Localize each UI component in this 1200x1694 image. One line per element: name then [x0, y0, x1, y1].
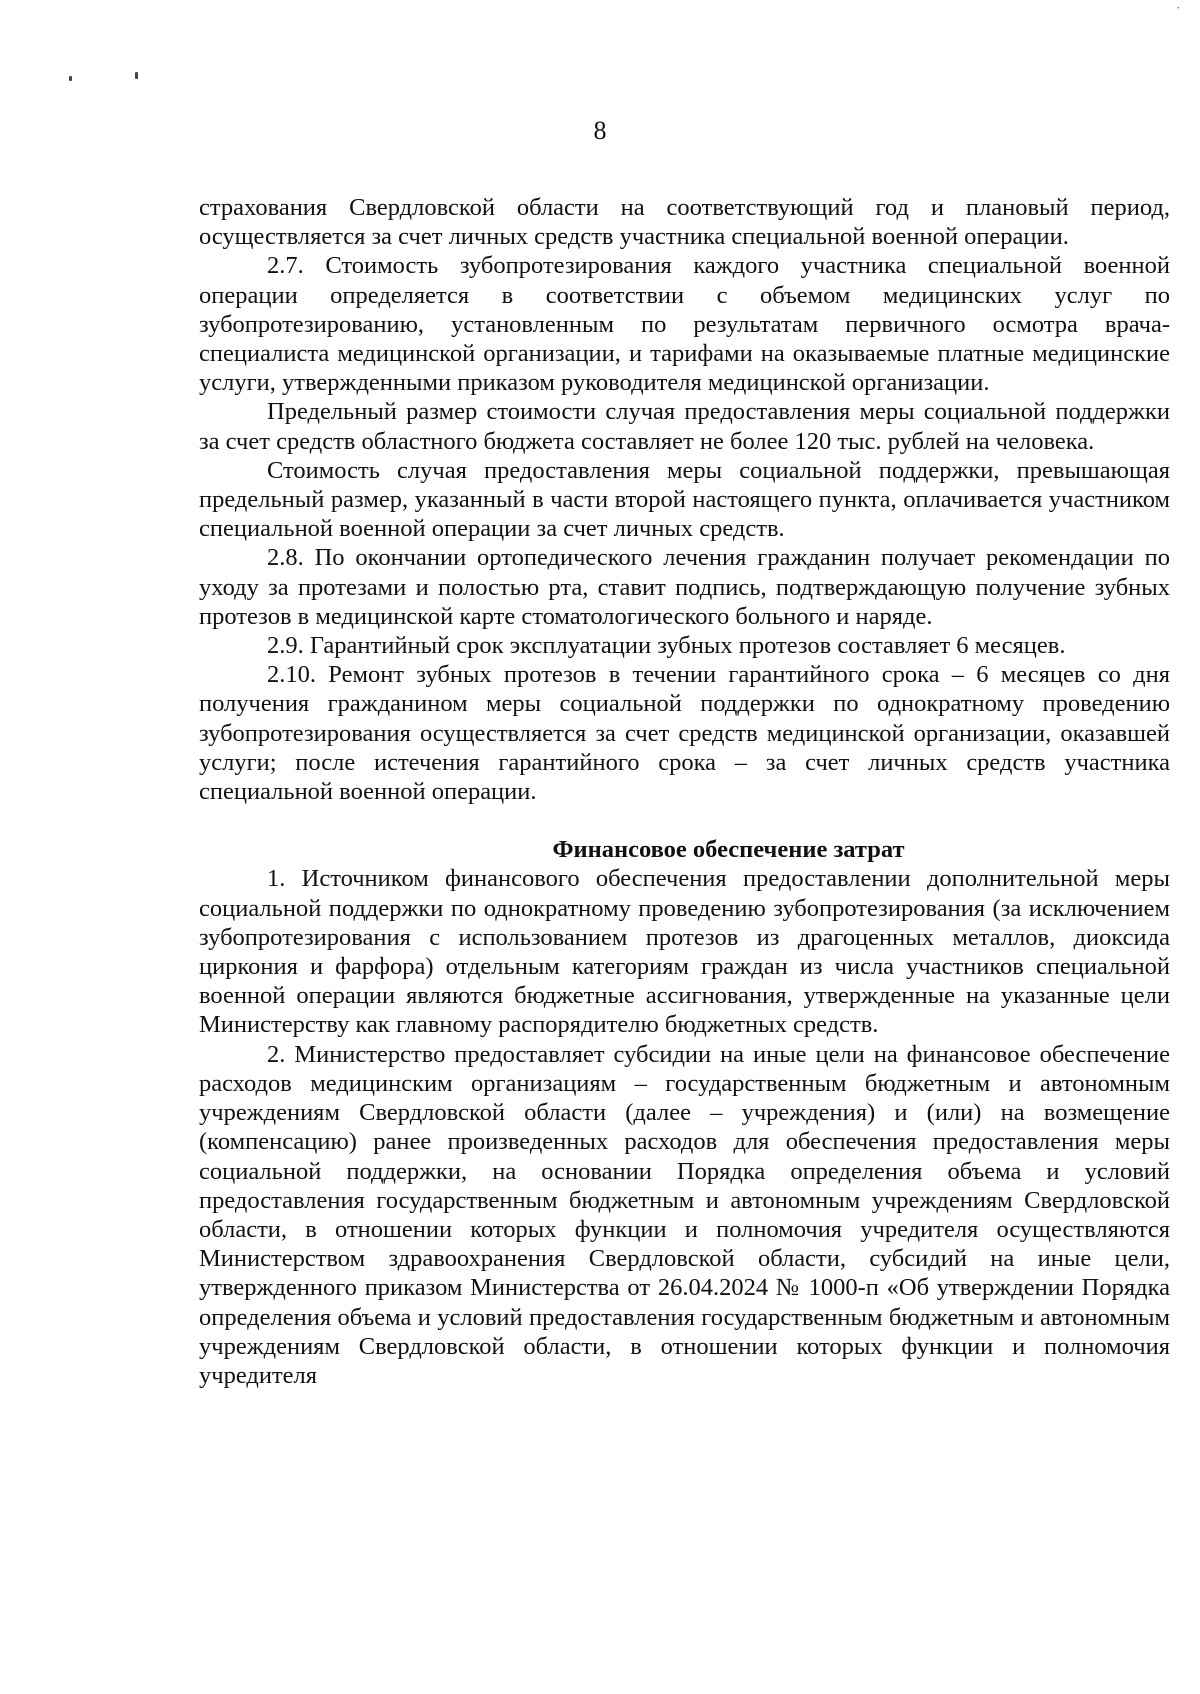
scan-mark: ˙: [1176, 5, 1181, 20]
paragraph-financing-2: 2. Министерство предоставляет субсидии на иные цели на финансовое обеспечение расходов медицинским организациям – государственным бюджетным и автономным учреждениям Свердловской области (далее – учреждения) и (или) на возмещение (компенсацию) ранее произведенных расходов для обеспечения предоставления меры социальной поддержки, на основании Порядка определения объема и условий предоставления государственным бюджетным и автономным учреждениям Свердловской области, в отношении которых функции и полномочия учредителя осуществляются Министерством здравоохранения Свердловской области, субсидий на иные цели, утвержденного приказом Министерства от 26.04.2024 № 1000-п «Об утверждении Порядка определения объема и условий предоставления государственным бюджетным и автономным учреждениям Свердловской области, в отношении которых функции и полномочия учредителя: [199, 1040, 1170, 1389]
paragraph-excess-cost: Стоимость случая предоставления меры социальной поддержки, превышающая предельный размер, указанный в части второй настоящего пункта, оплачивается участником специальной военной операции за счет личных средств.: [199, 456, 1170, 543]
document-body: [199, 193, 1170, 1390]
page-number: 8: [593, 116, 607, 145]
paragraph-2-10: 2.10. Ремонт зубных протезов в течении гарантийного срока – 6 месяцев со дня получения гражданином меры социальной поддержки по однократному проведению зубопротезирования осуществляется за счет средств медицинской организации, оказавшей услуги; после истечения гарантийного срока – за счет личных средств участника специальной военной операции.: [199, 661, 1170, 806]
paragraph-2-7: 2.7. Стоимость зубопротезирования каждого участника специальной военной операции определяется в соответствии с объемом медицинских услуг по зубопротезированию, установленным по результатам первичного осмотра врача-специалиста медицинской организации, и тарифами на оказываемые платные медицинские услуги, утвержденными приказом руководителя медицинской организации.: [199, 252, 1170, 397]
section-heading: Финансовое обеспечение затрат: [552, 836, 905, 864]
paragraph-2-8: 2.8. По окончании ортопедического лечения гражданин получает рекомендации по уходу за протезами и полостью рта, ставит подпись, подтверждающую получение зубных протезов в медицинской карте стоматологического больного и наряде.: [199, 544, 1170, 630]
paragraph-financing-1: 1. Источником финансового обеспечения предоставлении дополнительной меры социальной поддержки по однократному проведению зубопротезирования (за исключением зубопротезирования с использованием протезов из драгоценных металлов, диоксида циркония и фарфора) отдельным категориям граждан из числа участников специальной военной операции являются бюджетные ассигнования, утвержденные на указанные цели Министерству как главному распорядителю бюджетных средств.: [199, 865, 1170, 1039]
scan-speck: [69, 76, 72, 81]
scan-speck: [135, 72, 138, 79]
paragraph-2-9: 2.9. Гарантийный срок эксплуатации зубных протезов составляет 6 месяцев.: [267, 632, 1066, 660]
paragraph-max-cost: Предельный размер стоимости случая предоставления меры социальной поддержки за счет средств областного бюджета составляет не более 120 тыс. рублей на человека.: [199, 398, 1170, 455]
paragraph: страхования Свердловской области на соответствующий год и плановый период, осуществляется за счет личных средств участника специальной военной операции.: [199, 194, 1170, 251]
